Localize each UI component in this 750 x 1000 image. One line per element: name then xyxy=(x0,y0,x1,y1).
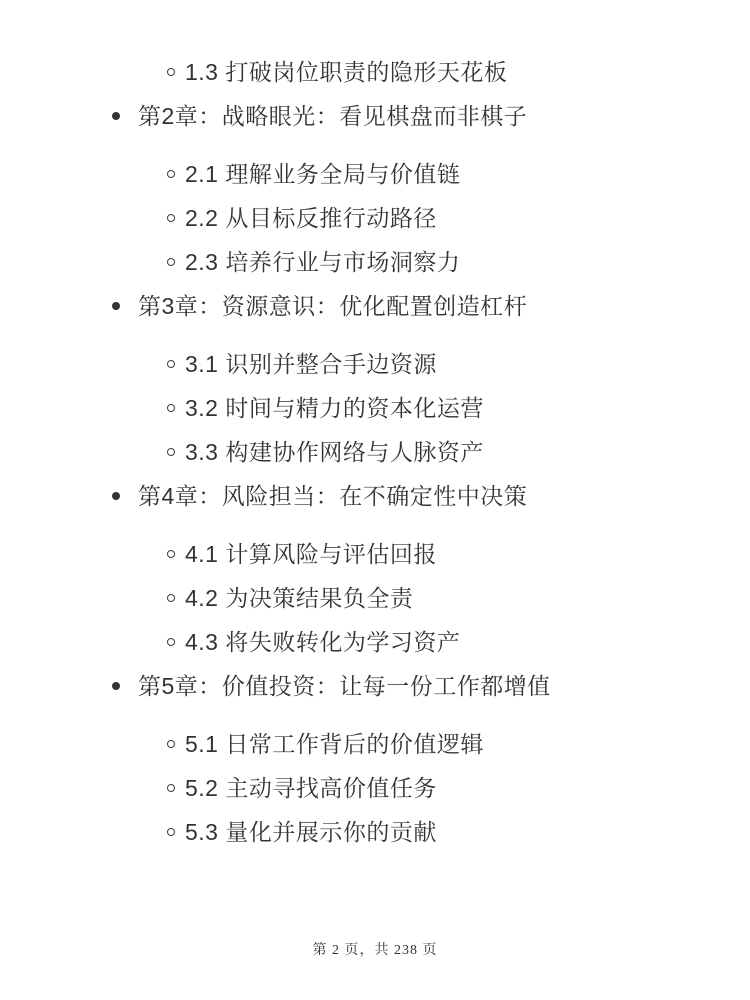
toc-sub-item-label: 5.3 量化并展示你的贡献 xyxy=(185,819,437,845)
bullet-circle-icon xyxy=(167,360,175,368)
bullet-circle-icon xyxy=(167,550,175,558)
bullet-circle-icon xyxy=(167,740,175,748)
bullet-circle-icon xyxy=(167,638,175,646)
toc-chapter-block xyxy=(112,292,730,466)
bullet-circle-icon xyxy=(167,258,175,266)
toc-sub-item xyxy=(112,204,730,232)
toc-sub-item xyxy=(112,540,730,568)
toc-chapter-label: 第3章：资源意识：优化配置创造杠杆 xyxy=(138,293,528,319)
toc-sub-item xyxy=(112,350,730,378)
toc-sub-item-label: 4.2 为决策结果负全责 xyxy=(185,585,414,611)
toc-sub-group xyxy=(112,730,730,846)
toc-sub-item-label: 3.1 识别并整合手边资源 xyxy=(185,351,437,377)
toc-sub-item-label: 3.2 时间与精力的资本化运营 xyxy=(185,395,484,421)
bullet-disc-icon xyxy=(112,302,120,310)
toc-sub-item-label: 4.3 将失败转化为学习资产 xyxy=(185,629,461,655)
toc-sub-item xyxy=(112,818,730,846)
bullet-disc-icon xyxy=(112,682,120,690)
bullet-circle-icon xyxy=(167,448,175,456)
toc-chapter-item xyxy=(112,672,730,700)
toc-sub-item xyxy=(112,730,730,758)
toc-sub-item xyxy=(112,58,730,86)
toc-chapter-label: 第5章：价值投资：让每一份工作都增值 xyxy=(138,673,551,699)
toc-sub-item xyxy=(112,248,730,276)
toc-chapter-label: 第2章：战略眼光：看见棋盘而非棋子 xyxy=(138,103,528,129)
bullet-circle-icon xyxy=(167,170,175,178)
toc-sub-item xyxy=(112,584,730,612)
toc-sub-item xyxy=(112,774,730,802)
toc-chapter-block xyxy=(112,482,730,656)
toc-sub-item-label: 1.3 打破岗位职责的隐形天花板 xyxy=(185,59,508,85)
bullet-disc-icon xyxy=(112,492,120,500)
toc-sub-item-label: 2.1 理解业务全局与价值链 xyxy=(185,161,461,187)
toc-chapter-item xyxy=(112,102,730,130)
toc-sub-item xyxy=(112,394,730,422)
bullet-circle-icon xyxy=(167,404,175,412)
toc-sub-item-label: 2.2 从目标反推行动路径 xyxy=(185,205,437,231)
toc-sub-item-label: 4.1 计算风险与评估回报 xyxy=(185,541,437,567)
bullet-circle-icon xyxy=(167,594,175,602)
toc-sub-item xyxy=(112,160,730,188)
page-number-footer: 第 2 页，共 238 页 xyxy=(312,943,438,958)
toc-sub-group xyxy=(112,160,730,276)
bullet-circle-icon xyxy=(167,214,175,222)
bullet-disc-icon xyxy=(112,112,120,120)
toc-sub-item-label: 5.1 日常工作背后的价值逻辑 xyxy=(185,731,484,757)
toc-chapter-block xyxy=(112,102,730,276)
toc-sub-item-label: 2.3 培养行业与市场洞察力 xyxy=(185,249,461,275)
toc-sub-group xyxy=(112,350,730,466)
bullet-circle-icon xyxy=(167,68,175,76)
toc-sub-item xyxy=(112,438,730,466)
toc-chapter-item xyxy=(112,292,730,320)
toc-sub-item-label: 5.2 主动寻找高价值任务 xyxy=(185,775,437,801)
toc-sub-item xyxy=(112,628,730,656)
toc-chapter-block xyxy=(112,672,730,846)
toc-sub-item-label: 3.3 构建协作网络与人脉资产 xyxy=(185,439,484,465)
bullet-circle-icon xyxy=(167,828,175,836)
toc-chapter-item xyxy=(112,482,730,510)
toc-sub-group xyxy=(112,540,730,656)
bullet-circle-icon xyxy=(167,784,175,792)
toc-chapter-label: 第4章：风险担当：在不确定性中决策 xyxy=(138,483,528,509)
